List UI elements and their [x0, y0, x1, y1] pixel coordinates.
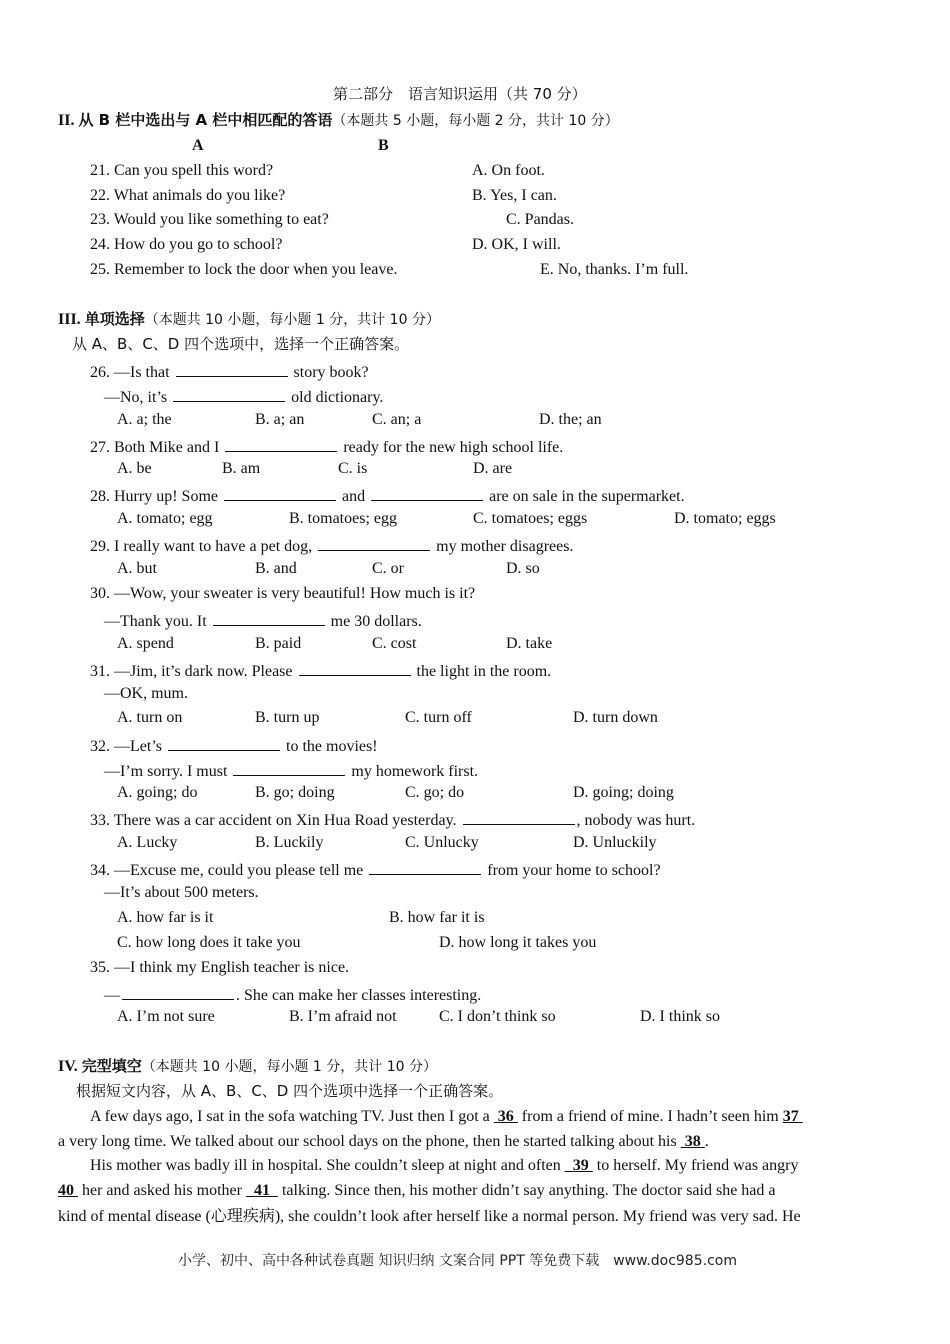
question-28-text-c: are on sale in the supermarket. [489, 488, 685, 505]
option-a: A. turn on [117, 709, 183, 726]
passage-line-3 [90, 1158, 798, 1174]
question-29-text-b: my mother disagrees. [436, 538, 574, 555]
question-33-text-b: , nobody was hurt. [576, 812, 696, 829]
option-d: D. so [506, 560, 540, 577]
question-33-text-a: 33. There was a car accident on Xin Hua Road yesterday. [90, 812, 457, 829]
answer-blank[interactable] [173, 387, 285, 402]
passage-text: a very long time. We talked about our school days on the phone, then he started talking about his [58, 1133, 677, 1150]
section-2-note: （本题共 5 小题，每小题 2 分，共计 10 分） [332, 113, 619, 129]
blank-number-37[interactable] [783, 1108, 803, 1125]
passage-text: His mother was badly ill in hospital. She couldn’t sleep at night and often [90, 1157, 561, 1174]
answer-blank[interactable] [224, 486, 336, 501]
answer-blank[interactable] [168, 736, 280, 751]
question-30-reply [104, 611, 422, 630]
option-a: A. how far is it [117, 909, 214, 926]
option-d: D. are [473, 460, 513, 477]
question-28-text-b: and [341, 488, 366, 505]
answer-blank[interactable] [176, 362, 288, 377]
question-31 [90, 661, 551, 680]
passage-line-5: kind of mental disease (心理疾病), she couldn’t look after herself like a normal person. My friend was very sad. He [58, 1208, 801, 1225]
option-a: A. tomato; egg [117, 510, 213, 527]
option-d: D. Unluckily [573, 834, 657, 851]
question-29-text-a: 29. I really want to have a pet dog, [90, 538, 313, 555]
question-28 [90, 486, 685, 505]
question-32-text-a: 32. —Let’s [90, 738, 162, 755]
option-b: B. go; doing [255, 784, 335, 801]
answer-blank[interactable] [463, 810, 575, 825]
option-b: B. am [222, 460, 261, 477]
option-d: D. take [506, 635, 553, 652]
blank-number-40[interactable] [58, 1182, 78, 1199]
blank-number-41-text: 41 [253, 1182, 270, 1199]
option-a: A. I’m not sure [117, 1008, 215, 1025]
question-33 [90, 810, 695, 829]
question-26-reply [104, 387, 383, 406]
passage-text: . [704, 1133, 709, 1150]
option-d: D. how long it takes you [439, 934, 597, 951]
option-d: D. I think so [640, 1008, 720, 1025]
option-c: C. cost [372, 635, 417, 652]
question-32-text-c: —I’m sorry. I must [104, 763, 228, 780]
option-c: C. or [372, 560, 404, 577]
question-27 [90, 437, 563, 456]
option-d: D. going; doing [573, 784, 674, 801]
question-27-text-b: ready for the new high school life. [343, 439, 564, 456]
blank-number-39-text: 39 [572, 1157, 589, 1174]
option-a: A. going; do [117, 784, 198, 801]
option-c: C. go; do [405, 784, 465, 801]
question-34-reply: —It’s about 500 meters. [104, 884, 259, 901]
question-31-text-a: 31. —Jim, it’s dark now. Please [90, 663, 293, 680]
question-35: 35. —I think my English teacher is nice. [90, 959, 350, 976]
match-answer-e: E. No, thanks. I’m full. [540, 261, 689, 278]
answer-blank[interactable] [233, 761, 345, 776]
option-d: D. the; an [539, 411, 602, 428]
answer-blank[interactable] [213, 611, 325, 626]
passage-line-2 [58, 1134, 709, 1150]
option-a: A. but [117, 560, 157, 577]
option-d: D. tomato; eggs [674, 510, 776, 527]
option-b: B. paid [255, 635, 302, 652]
question-32 [90, 736, 378, 755]
option-a: A. a; the [117, 411, 172, 428]
option-b: B. how far it is [389, 909, 485, 926]
question-34 [90, 860, 661, 879]
question-28-text-a: 28. Hurry up! Some [90, 488, 218, 505]
question-26-text-c: —No, it’s [104, 389, 168, 406]
section-2-number: II. [58, 112, 75, 129]
option-c: C. tomatoes; eggs [473, 510, 588, 527]
match-question-21: 21. Can you spell this word? [90, 162, 274, 179]
section-4-note: （本题共 10 小题，每小题 1 分，共计 10 分） [141, 1059, 437, 1075]
passage-line-4 [58, 1183, 776, 1199]
option-c: C. Unlucky [405, 834, 479, 851]
answer-blank[interactable] [371, 486, 483, 501]
question-27-text-a: 27. Both Mike and I [90, 439, 220, 456]
match-question-22: 22. What animals do you like? [90, 187, 286, 204]
option-b: B. and [255, 560, 297, 577]
question-34-text-a: 34. —Excuse me, could you please tell me [90, 862, 364, 879]
answer-blank[interactable] [225, 437, 337, 452]
question-30-text-c: me 30 dollars. [330, 613, 422, 630]
question-26-text-d: old dictionary. [291, 389, 384, 406]
section-4-instruction: 根据短文内容，从 A、B、C、D 四个选项中选择一个正确答案。 [76, 1082, 504, 1100]
question-35-text-b: — [104, 987, 120, 1004]
section-4-heading: 完型填空 [81, 1057, 142, 1075]
answer-blank[interactable] [369, 860, 481, 875]
option-a: A. spend [117, 635, 174, 652]
option-a: A. Lucky [117, 834, 178, 851]
page-footer: 小学、初中、高中各种试卷真题 知识归纳 文案合同 PPT 等免费下载 www.doc985.com [178, 1253, 737, 1269]
answer-blank[interactable] [299, 661, 411, 676]
passage-line-1 [90, 1109, 803, 1125]
passage-text: A few days ago, I sat in the sofa watching TV. Just then I got a [90, 1108, 490, 1125]
blank-number-37-text: 37 [782, 1108, 799, 1125]
answer-blank[interactable] [318, 536, 430, 551]
column-b-header: B [378, 137, 389, 154]
question-30-text-b: —Thank you. It [104, 613, 207, 630]
blank-number-41[interactable] [246, 1182, 278, 1199]
match-answer-c: C. Pandas. [506, 211, 574, 228]
passage-text: talking. Since then, his mother didn’t say anything. The doctor said she had a [281, 1182, 776, 1199]
question-31-text-b: the light in the room. [416, 663, 552, 680]
passage-text: to herself. My friend was angry [596, 1157, 799, 1174]
blank-number-38-text: 38 [684, 1133, 701, 1150]
section-2-title [58, 113, 619, 129]
option-d: D. turn down [573, 709, 658, 726]
option-c: C. I don’t think so [439, 1008, 556, 1025]
blank-number-38[interactable] [681, 1133, 705, 1150]
answer-blank[interactable] [122, 985, 234, 1000]
question-30: 30. —Wow, your sweater is very beautiful! How much is it? [90, 585, 476, 602]
question-29 [90, 536, 573, 555]
option-c: C. how long does it take you [117, 934, 301, 951]
section-4-title [58, 1059, 437, 1075]
match-answer-b: B. Yes, I can. [472, 187, 557, 204]
section-3-heading: 单项选择 [84, 310, 145, 328]
option-b: B. a; an [255, 411, 305, 428]
match-question-25: 25. Remember to lock the door when you leave. [90, 261, 398, 278]
question-26 [90, 362, 369, 381]
column-a-header: A [192, 137, 204, 154]
match-question-23: 23. Would you like something to eat? [90, 211, 329, 228]
question-26-text-b: story book? [293, 364, 369, 381]
question-31-reply: —OK, mum. [104, 685, 188, 702]
question-34-text-b: from your home to school? [487, 862, 661, 879]
match-answer-a: A. On foot. [472, 162, 545, 179]
passage-text: her and asked his mother [82, 1182, 242, 1199]
option-a: A. be [117, 460, 152, 477]
section-4-number: IV. [58, 1058, 78, 1075]
option-b: B. Luckily [255, 834, 324, 851]
blank-number-39[interactable] [565, 1157, 593, 1174]
blank-number-40-text: 40 [58, 1182, 74, 1199]
passage-text: from a friend of mine. I hadn’t seen him [521, 1108, 779, 1125]
option-b: B. turn up [255, 709, 320, 726]
question-32-text-d: my homework first. [351, 763, 479, 780]
question-35-text-c: . She can make her classes interesting. [236, 987, 482, 1004]
section-3-number: III. [58, 311, 81, 328]
section-3-note: （本题共 10 小题，每小题 1 分，共计 10 分） [144, 312, 440, 328]
section-3-instruction: 从 A、B、C、D 四个选项中，选择一个正确答案。 [72, 335, 410, 353]
question-35-reply [104, 985, 481, 1004]
option-b: B. tomatoes; egg [289, 510, 397, 527]
question-32-reply [104, 761, 478, 780]
part-title: 第二部分 语言知识运用（共 70 分） [333, 85, 587, 103]
question-26-text-a: 26. —Is that [90, 364, 170, 381]
option-c: C. is [338, 460, 368, 477]
question-32-text-b: to the movies! [286, 738, 378, 755]
match-question-24: 24. How do you go to school? [90, 236, 283, 253]
section-3-title [58, 312, 440, 328]
option-c: C. turn off [405, 709, 472, 726]
section-2-heading: 从 B 栏中选出与 A 栏中相匹配的答语 [78, 111, 333, 129]
option-b: B. I’m afraid not [289, 1008, 397, 1025]
option-c: C. an; a [372, 411, 422, 428]
blank-number-36-text: 36 [497, 1108, 514, 1125]
match-answer-d: D. OK, I will. [472, 236, 561, 253]
blank-number-36[interactable] [494, 1108, 518, 1125]
